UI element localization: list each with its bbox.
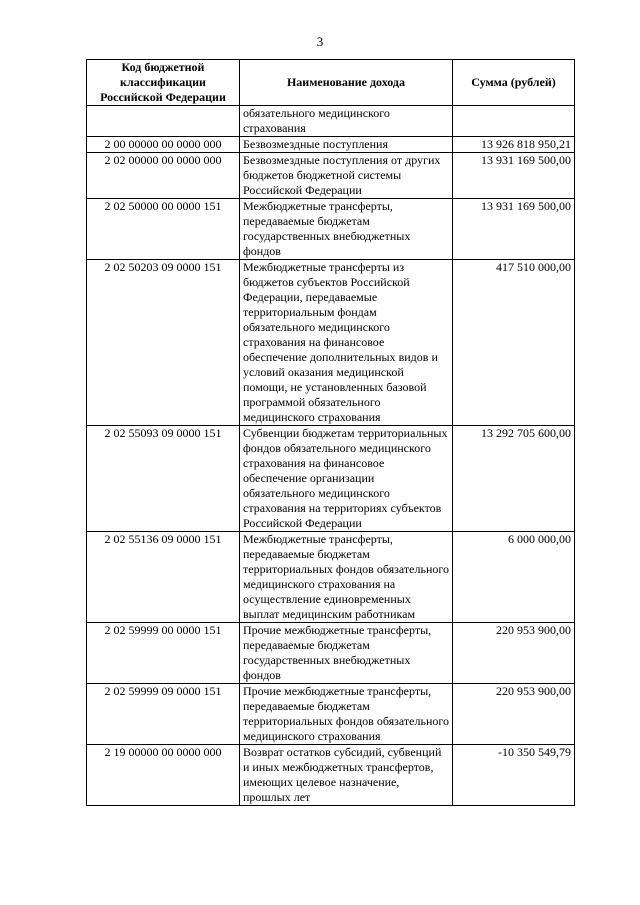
table-header-row <box>87 60 575 106</box>
cell-code: 2 02 59999 09 0000 151 <box>87 684 240 745</box>
cell-name: Межбюджетные трансферты из бюджетов субъектов Российской Федерации, передаваемые территориальным фондам обязательного медицинского страхования на финансовое обеспечение дополнительных видов и условий оказания медицинской помощи, не установленных базовой программой обязательного медицинского страхования <box>240 260 453 426</box>
cell-code: 2 02 00000 00 0000 000 <box>87 153 240 199</box>
table-row <box>87 260 575 426</box>
cell-code: 2 19 00000 00 0000 000 <box>87 745 240 806</box>
table-body <box>87 106 575 806</box>
table-row <box>87 137 575 153</box>
cell-name: Возврат остатков субсидий, субвенций и иных межбюджетных трансфертов, имеющих целевое назначение, прошлых лет <box>240 745 453 806</box>
continuation-row <box>87 106 575 137</box>
cell-amount: 13 292 705 600,00 <box>453 426 575 532</box>
budget-revenue-table <box>86 59 575 806</box>
header-code: Код бюджетной классификации Российской Федерации <box>87 60 240 106</box>
cell-name: Безвозмездные поступления <box>240 137 453 153</box>
table-row <box>87 426 575 532</box>
cell-amount: 417 510 000,00 <box>453 260 575 426</box>
cell-name: Субвенции бюджетам территориальных фондов обязательного медицинского страхования на финансовое обеспечение организации обязательного медицинского страхования на территориях субъектов Российской Федерации <box>240 426 453 532</box>
cell-name: Прочие межбюджетные трансферты, передаваемые бюджетам территориальных фондов обязательного медицинского страхования <box>240 684 453 745</box>
header-amount: Сумма (рублей) <box>453 60 575 106</box>
cell-amount: -10 350 549,79 <box>453 745 575 806</box>
cell-amount: 13 931 169 500,00 <box>453 199 575 260</box>
table-row <box>87 684 575 745</box>
table-row <box>87 623 575 684</box>
table-row <box>87 199 575 260</box>
table-row <box>87 532 575 623</box>
table-row <box>87 153 575 199</box>
table-row <box>87 745 575 806</box>
page-number: 3 <box>316 34 324 49</box>
cell-code: 2 02 50203 09 0000 151 <box>87 260 240 426</box>
cell-amount: 220 953 900,00 <box>453 623 575 684</box>
cell-code: 2 00 00000 00 0000 000 <box>87 137 240 153</box>
header-name: Наименование дохода <box>240 60 453 106</box>
cell-code: 2 02 59999 00 0000 151 <box>87 623 240 684</box>
cell-code: 2 02 55093 09 0000 151 <box>87 426 240 532</box>
cell-name: обязательного медицинского страхования <box>240 106 453 137</box>
cell-name: Межбюджетные трансферты, передаваемые бюджетам территориальных фондов обязательного медицинского страхования на осуществление единовременных выплат медицинским работникам <box>240 532 453 623</box>
cell-code: 2 02 55136 09 0000 151 <box>87 532 240 623</box>
cell-code: 2 02 50000 00 0000 151 <box>87 199 240 260</box>
cell-name: Межбюджетные трансферты, передаваемые бюджетам государственных внебюджетных фондов <box>240 199 453 260</box>
cell-amount: 220 953 900,00 <box>453 684 575 745</box>
cell-amount: 6 000 000,00 <box>453 532 575 623</box>
cell-amount: 13 926 818 950,21 <box>453 137 575 153</box>
cell-amount: 13 931 169 500,00 <box>453 153 575 199</box>
cell-name: Безвозмездные поступления от других бюджетов бюджетной системы Российской Федерации <box>240 153 453 199</box>
cell-amount <box>453 106 575 137</box>
cell-code <box>87 106 240 137</box>
cell-name: Прочие межбюджетные трансферты, передаваемые бюджетам государственных внебюджетных фондов <box>240 623 453 684</box>
